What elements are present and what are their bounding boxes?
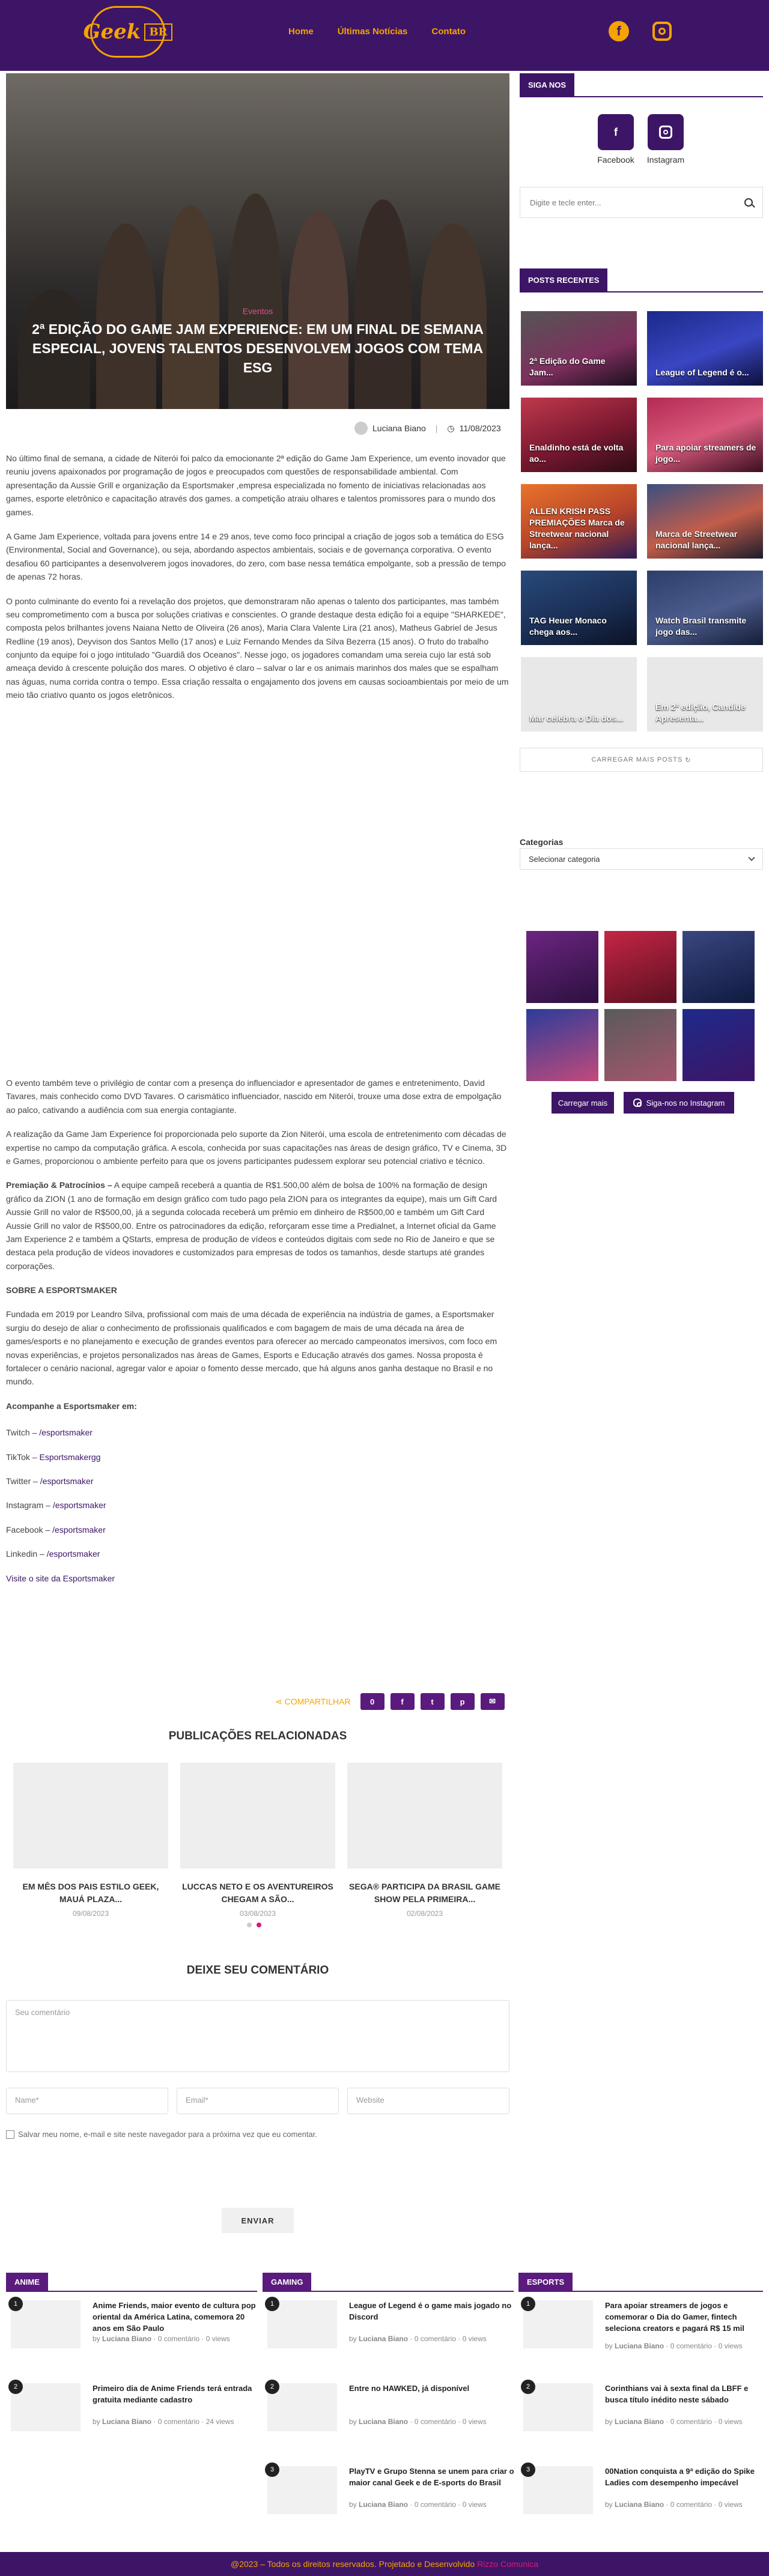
recent-post[interactable] [647,311,763,386]
recent-post-title: League of Legend é o... [655,368,749,378]
related-item[interactable] [347,1763,502,1918]
paragraph: Fundada em 2019 por Leandro Silva, profissional com mais de uma década de experiência na indústria de games, a Esportsmaker surgiu do desejo de aliar o conhecimento de profissionais qualificados e com bagagem de mais de uma década na área de games/esports e no planejamento e execução de grandes eventos para oferecer ao mercado campeonatos imersivos, com foco em novas experiências, e projetos personalizados nas áreas de Games, Esports e Educação através dos games. Nossa proposta é fortalecer o cenário nacional, agregar valor e apoiar o fomento desse mercado, que há alguns anos ganha destaque no Brasil e no mundo. [6,1309,497,1387]
prize-text: A equipe campeã receberá a quantia de R$1.500,00 além de bolsa de 100% na formação de design gráfico da ZION (1 ano de formação em design gráfico com tudo pago pela ZION para os integrantes da equipe), mais um Gift Card Aussie Grill no valor de R$500,00, já a segunda colocada receberá um prêmio em dinheiro de R$500,00 e também um Gift Card Aussie Grill no valor de R$500,00. Entre os patrocinadores da edição, reforçaram esse time a Predialnet, a Internet oficial da Game Jam Experience 2 e também a QStarts, empresa de produção de vídeos e conteúdos digitais com sede no Rio de Janeiro e que se destaca pela produção de vídeos inovadores e customizados para empresas de todos os tamanhos, desde startups até grandes corporações. [6,1180,497,1271]
site-footer [0,2552,769,2576]
footer-list-gaming [263,2273,514,2549]
save-info-checkbox-row [6,2130,317,2139]
sidebar-facebook-button[interactable] [598,114,634,150]
linkedin-link[interactable]: /esportsmaker [46,1549,100,1559]
save-info-label: Salvar meu nome, e-mail e site neste navegador para a próxima vez que eu comentar. [18,2130,317,2139]
recent-post[interactable] [521,657,637,732]
share-bar [275,1693,505,1710]
header-facebook-link[interactable] [608,20,630,42]
related-item-date: 09/08/2023 [72,1909,109,1918]
paragraph: A Game Jam Experience, voltada para jovens entre 14 e 29 anos, teve como foco principal a criação de jogos sob a temática do ESG (Environmental, Social and Governance), ou seja, abordando aspectos ambientais, sociais e de governança corporativa. O evento desafiou 60 participantes a desenvolverem jogos inovadores, do zero, com base nessa temática empolgante, sob a pressão de tempo de apenas 72 horas. [6,531,506,582]
footer-list-item[interactable]: 1 League of Legend é o game mais jogado no Discord by Luciana Biano · 0 comentário · 0 views [267,2300,514,2383]
footer-list-title: GAMING [263,2273,311,2292]
link-instagram: Instagram – /esportsmaker [6,1500,106,1511]
site-logo[interactable] [83,6,168,58]
instagram-load-more-button[interactable]: Carregar mais [552,1092,614,1114]
pinterest-icon: p [460,1697,465,1706]
email-icon: ✉ [489,1697,496,1706]
nav-home[interactable]: Home [288,26,314,37]
search-input[interactable]: Digite e tecle enter... [520,187,763,218]
site-header [0,0,769,71]
instagram-post[interactable] [682,931,755,1003]
link-site [6,1572,509,1585]
twitter-link[interactable]: /esportsmaker [40,1476,94,1486]
copyright-text: @2023 – Todos os direitos reservados. Projetado e Desenvolvido [230,2559,475,2569]
link-linkedin: Linkedin – /esportsmaker [6,1549,100,1559]
link-tiktok: TikTok – Esportsmakergg [6,1452,101,1462]
recent-post[interactable] [647,571,763,645]
related-item[interactable] [13,1763,168,1918]
facebook-icon: f [401,1697,404,1706]
footer-list-esports [518,2273,763,2549]
instagram-post[interactable] [604,931,676,1003]
search-icon [744,198,753,207]
comment-textarea[interactable]: Seu comentário [6,2000,509,2072]
footer-list-item[interactable]: 1 Anime Friends, maior evento de cultura pop oriental da América Latina, comemora 20 anos em São Paulo by Luciana Biano · 0 comentário · 0 views [11,2300,257,2383]
carousel-dot-active[interactable] [257,1923,261,1927]
related-title: PUBLICAÇÕES RELACIONADAS [168,1730,347,1742]
link-facebook: Facebook – /esportsmaker [6,1524,106,1535]
related-thumbnail[interactable] [180,1763,335,1868]
article-body-bottom [6,1076,509,1596]
footer-list-item[interactable]: 2 Corinthians vai à sexta final da LBFF e busca título inédito neste sábado by Luciana Biano · 0 comentário · 0 views [523,2383,763,2466]
recent-post-title: TAG Heuer Monaco chega aos... [529,616,607,637]
recent-post[interactable] [647,657,763,732]
categories-title: Categorias [520,837,564,847]
author-avatar [354,422,368,435]
recent-post-title: Em 2ª edição, Candide Apresenta... [655,702,746,724]
logo-sub: BR [144,23,172,41]
related-item-title[interactable]: EM MÊS DOS PAIS ESTILO GEEK, MAUÁ PLAZA... [22,1882,159,1904]
link-twitter: Twitter – /esportsmaker [6,1476,94,1486]
recent-post[interactable] [647,484,763,559]
instagram-link[interactable]: /esportsmaker [52,1500,106,1511]
credit-link[interactable]: Rizzo Comunica [477,2559,539,2569]
categories-select[interactable]: Selecionar categoria [520,848,763,870]
footer-list-anime [6,2273,257,2466]
recent-post[interactable] [521,484,637,559]
footer-list-title: ESPORTS [518,2273,573,2292]
instagram-post[interactable] [682,1009,755,1081]
share-label: ⋖ COMPARTILHAR [275,1696,351,1706]
facebook-link[interactable]: /esportsmaker [52,1524,106,1535]
carousel-dot[interactable] [247,1923,252,1927]
related-item-title[interactable]: LUCCAS NETO E OS AVENTUREIROS CHEGAM A SÃO... [182,1882,333,1904]
instagram-label: Instagram [646,155,685,165]
paragraph: A realização da Game Jam Experience foi proporcionada pelo suporte da Zion Niterói, uma escola de entretenimento com décadas de expertise no campo da computação gráfica. A escola, conhecida por suas capacitações nas áreas de design gráfico, TV e Cinema, 3D e Games, proporcionou o ambiente perfeito para que os jovens participantes pudessem explorar seu potencial criativo e técnico. [6,1129,507,1166]
name-input[interactable]: Name* [6,2088,168,2114]
clock-icon: ◷ [447,423,455,433]
related-thumbnail[interactable] [13,1763,168,1868]
related-item-date: 03/08/2023 [239,1909,276,1918]
paragraph: O evento também teve o privilégio de contar com a presença do influenciador e apresentador de games e entretenimento, David Tavares, mais conhecido como DVD Tavares. O carismático influenciador, nascido em Niterói, trouxe uma dose extra de empolgação ao palco, cativando a audiência com sua energia contagiante. [6,1078,502,1115]
share-pinterest-button[interactable] [451,1693,475,1710]
recent-post-title: Mar celebra o Dia dos... [529,714,624,724]
instagram-post[interactable] [526,931,598,1003]
recent-post[interactable] [521,571,637,645]
recent-post[interactable] [521,311,637,386]
recent-post[interactable] [521,398,637,472]
share-twitter-button[interactable] [421,1693,445,1710]
email-input[interactable]: Email* [177,2088,339,2114]
recent-post[interactable] [647,398,763,472]
instagram-follow-button[interactable]: Siga-nos no Instagram [624,1092,734,1114]
recent-post-title: Marca de Streetwear nacional lança... [655,529,738,551]
facebook-icon: f [609,21,629,41]
meta-separator: | [435,423,438,433]
follow-title: SIGA NOS [520,73,574,97]
recent-post-title: ALLEN KRISH PASS PREMIAÇÕES Marca de Streetwear nacional lança... [529,506,625,551]
paragraph [6,1178,509,1273]
share-email-button[interactable] [481,1693,505,1710]
facebook-label: Facebook [597,155,634,165]
footer-list-item[interactable]: 1 Para apoiar streamers de jogos e comemorar o Dia do Gamer, fintech seleciona creators e pagará R$ 15 mil by Luciana Biano · 0 comentário · 0 views [523,2300,763,2383]
author-name[interactable]: Luciana Biano [372,423,426,433]
article-meta [354,422,501,435]
article-body-top [6,452,509,713]
instagram-icon [652,22,672,41]
instagram-post[interactable] [604,1009,676,1081]
follow-title: Acompanhe a Esportsmaker em: [6,1401,137,1411]
footer-list-item[interactable]: 3 PlayTV e Grupo Stenna se unem para criar o maior canal Geek e de E-sports do Brasil by Luciana Biano · 0 comentário · 0 views [267,2466,514,2549]
recent-post-title: Enaldinho está de volta ao... [529,443,624,464]
twitter-icon: t [431,1697,434,1706]
nav-latest-news[interactable]: Últimas Notícias [337,26,408,37]
recent-post-title: Para apoiar streamers de jogo... [655,443,756,464]
article-date: 11/08/2023 [459,423,501,433]
logo-text: Geek [83,20,141,44]
recent-post-title: Watch Brasil transmite jogo das... [655,616,747,637]
footer-list-title: ANIME [6,2273,48,2292]
footer-list-item[interactable]: 3 00Nation conquista a 9ª edição do Spike Ladies com desempenho impecável by Luciana Biano · 0 comentário · 0 views [523,2466,763,2549]
related-item[interactable] [180,1763,335,1918]
instagram-icon [659,126,672,139]
footer-list-item[interactable]: 2 Primeiro dia de Anime Friends terá entrada gratuita mediante cadastro by Luciana Biano · 0 comentário · 24 views [11,2383,257,2466]
recent-posts-title: POSTS RECENTES [520,268,607,292]
paragraph: O ponto culminante do evento foi a revelação dos projetos, que demonstraram não apenas o talento dos participantes, mas também seu comprometimento com a busca por soluções criativas e conscientes. O grande destaque desta edição foi a equipe "SHARKEDE", composta pelos brilhantes jovens Naiana Netto de Oliveira (26 anos), Maria Clara Valente Lira (21 anos), Matheus Gabriel de Jesus Redline (19 anos), Deyvison dos Santos Mello (17 anos) e Luiz Fernando Mendes da Silva Bezerra (15 anos). O fruto do trabalho conjunto da equipe foi o jogo intitulado "Guardiã dos Oceanos". Nesse jogo, os jogadores comandam uma sereia cujo lar está sob ameaça devido à crescente poluição dos mares. O objetivo é claro – salvar o lar e os animais marinhos dos males que se espalham nas águas, numa corrida contra o tempo. Essa criação ressalta o engajamento dos jovens em causas socioambientais por meio de um meio tão criativo quanto os jogos eletrônicos. [6,596,509,700]
sidebar-instagram-button[interactable] [648,114,684,150]
related-thumbnail[interactable] [347,1763,502,1868]
load-more-posts-button[interactable]: CARREGAR MAIS POSTS ↻ [520,748,763,772]
instagram-icon [633,1099,642,1107]
nav-contact[interactable]: Contato [431,26,466,37]
send-button[interactable]: ENVIAR [222,2208,294,2233]
share-count: 0 [360,1693,384,1710]
hero-image [6,73,509,409]
main-nav [288,26,466,37]
twitch-link[interactable]: /esportsmaker [39,1428,93,1438]
chevron-down-icon [748,854,755,861]
share-facebook-button[interactable] [391,1693,415,1710]
footer-list-item[interactable]: 2 Entre no HAWKED, já disponível by Luciana Biano · 0 comentário · 0 views [267,2383,514,2466]
related-item-title[interactable]: SEGA® PARTICIPA DA BRASIL GAME SHOW PELA PRIMEIRA... [349,1882,500,1904]
recent-post-title: 2ª Edição do Game Jam... [529,356,606,378]
tiktok-link[interactable]: Esportsmakergg [39,1452,101,1462]
site-link[interactable]: Visite o site da Esportsmaker [6,1573,115,1583]
article-category[interactable]: Eventos [242,306,273,316]
link-twitch: Twitch – /esportsmaker [6,1428,93,1438]
instagram-post[interactable] [526,1009,598,1081]
facebook-icon: f [614,126,618,138]
comment-title: DEIXE SEU COMENTÁRIO [186,1964,329,1977]
header-instagram-link[interactable] [651,20,673,42]
carousel-dots [247,1923,261,1927]
article-title: 2ª EDIÇÃO DO GAME JAM EXPERIENCE: EM UM FINAL DE SEMANA ESPECIAL, JOVENS TALENTOS DESENVOLVEM JOGOS COM TEMA ESG [32,321,484,376]
about-title: SOBRE A ESPORTSMAKER [6,1285,117,1296]
save-info-checkbox[interactable] [6,2130,14,2139]
paragraph: No último final de semana, a cidade de Niterói foi palco da emocionante 2ª edição do Game Jam Experience, um evento inovador que reuniu jovens apaixonados por programação de jogos e preocupados com questões de responsabilidade ambiental. Com apresentação da Aussie Grill e organização da Esportsmaker ,empresa especializada no fomento de iniciativas relacionadas aos games, esporte eletrônico e capacitação através dos games. a competição atraiu olhares e talentos promissores para o mundo dos games. [6,453,506,517]
related-item-date: 02/08/2023 [406,1909,443,1918]
prize-title: Premiação & Patrocínios – [6,1180,112,1190]
website-input[interactable]: Website [347,2088,509,2114]
